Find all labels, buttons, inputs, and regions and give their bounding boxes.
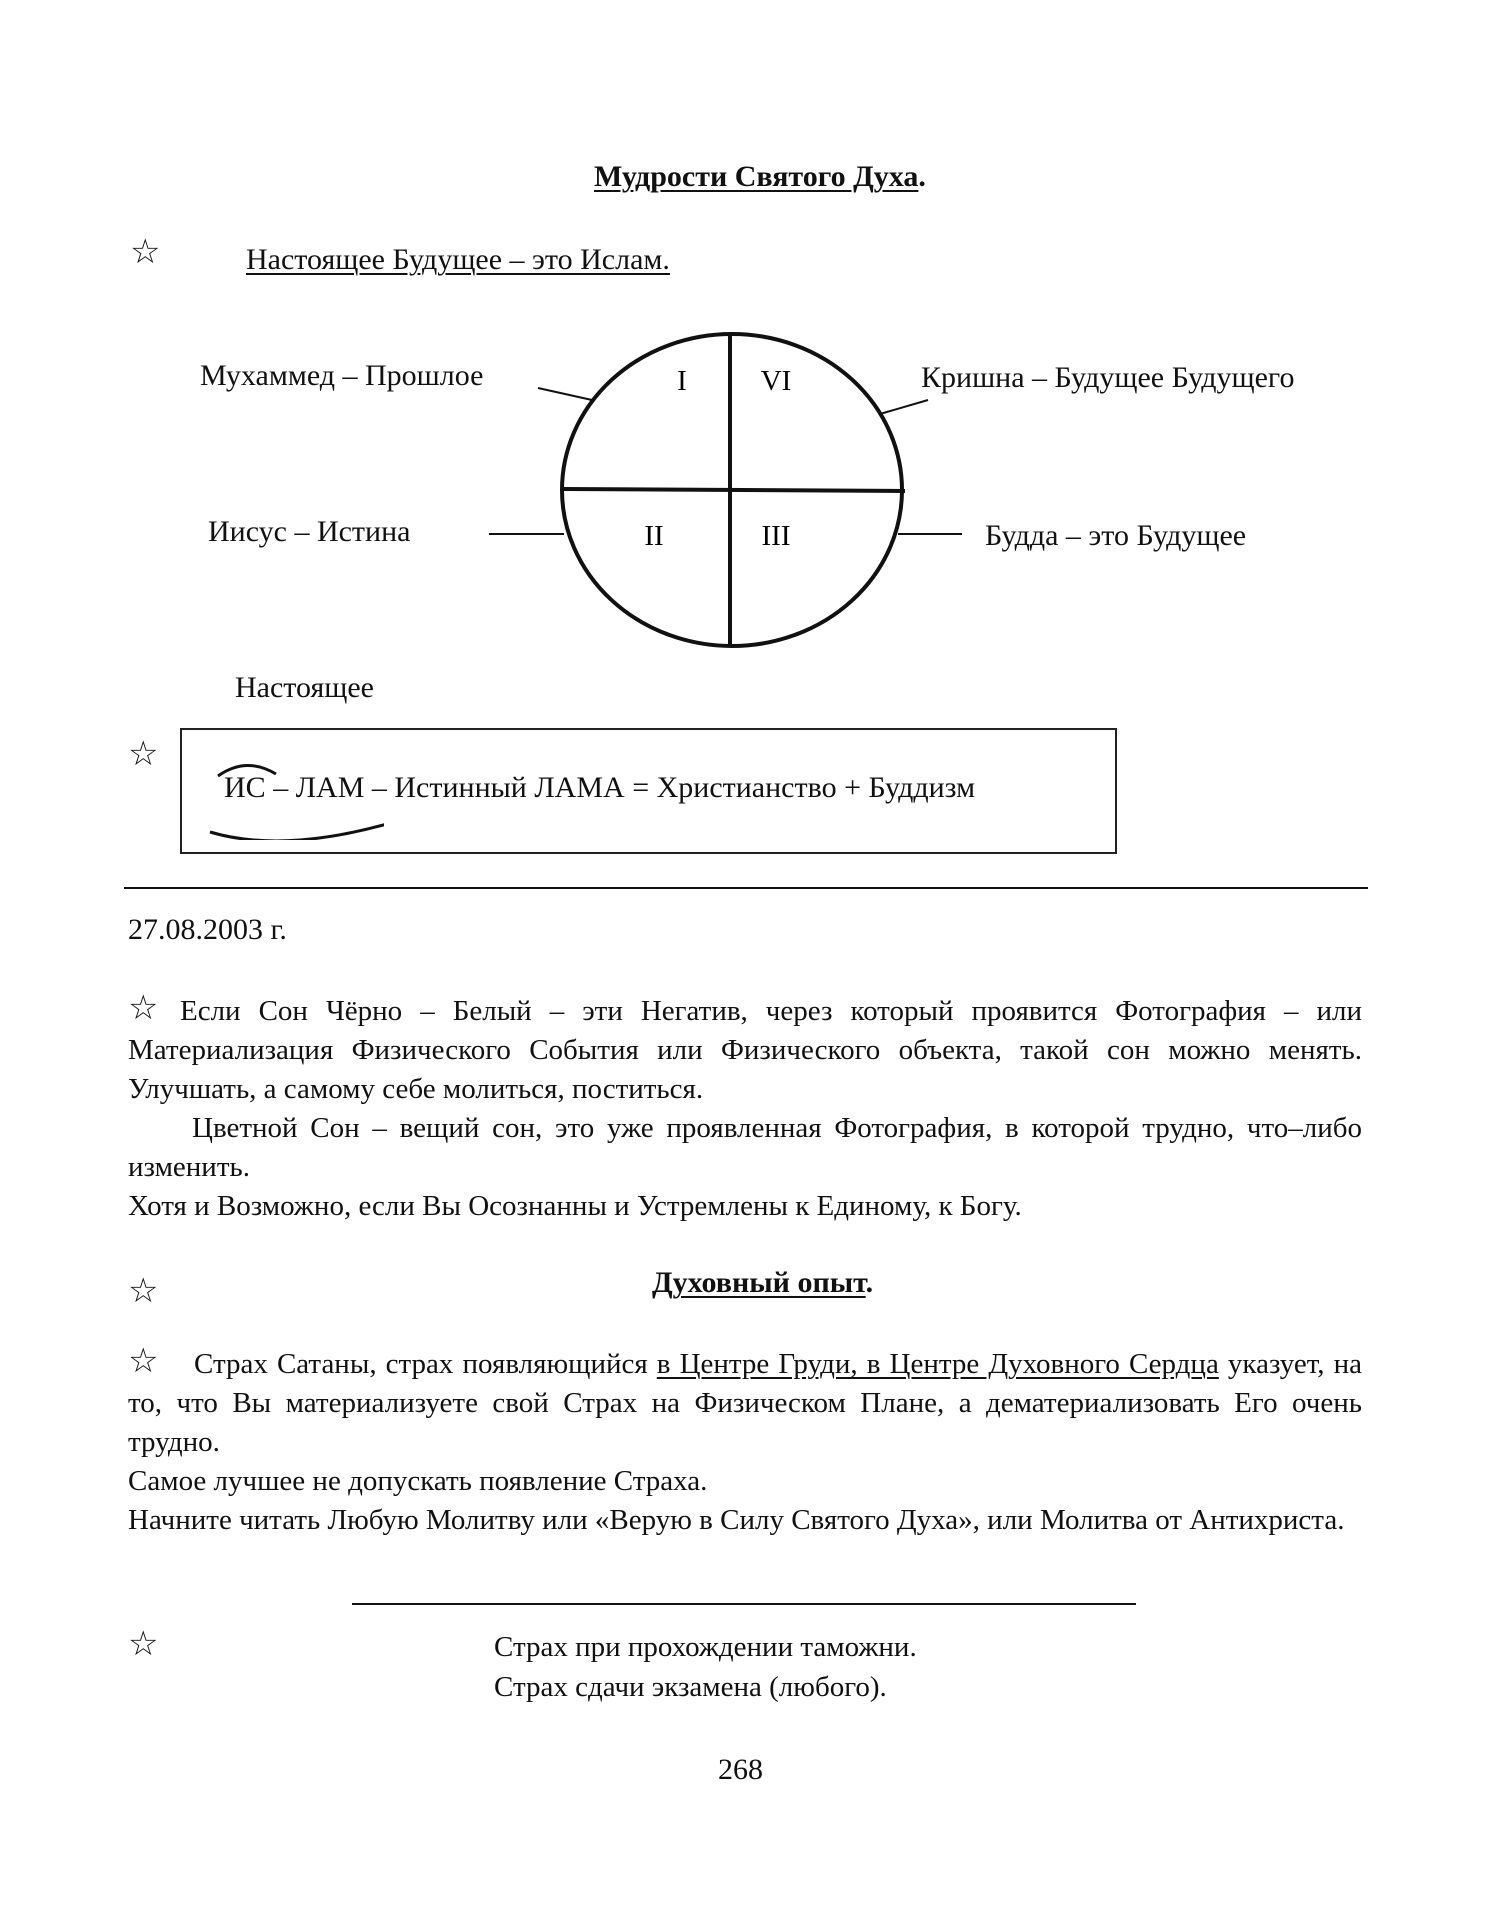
subtitle: Настоящее Будущее – это Ислам. (246, 243, 670, 276)
formula-rest: – ЛАМ – Истинный ЛАМА = Христианство + Буддизм (265, 771, 976, 804)
quadrant-label-4: III (761, 520, 791, 552)
section-2-p1-start: Страх Сатаны, страх появляющийся (194, 1348, 657, 1380)
connector-top-left (538, 388, 592, 400)
quadrant-label-2: VI (760, 365, 792, 397)
section-2-paragraph-1 (128, 1345, 1362, 1462)
section-2-paragraph-3: Начните читать Любую Молитву или «Верую в Силу Святого Духа», или Молитва от Антихриста. (128, 1504, 1345, 1536)
diagram-label-present: Настоящее (235, 671, 374, 704)
diagram-label-mid-left: Иисус – Истина (208, 515, 411, 548)
star-icon: ☆ (128, 1273, 159, 1310)
star-icon: ☆ (128, 1343, 159, 1380)
formula-box (180, 728, 1117, 854)
entry-paragraph-1: Если Сон Чёрно – Белый – эти Негатив, через который проявится Фотография – или Материализация Физического События или Физического объекта, такой сон можно менять. Улучшать, а самому себе молиться, поститься. (128, 995, 1362, 1105)
star-icon: ☆ (128, 736, 159, 773)
section-2-title-dot: . (865, 1266, 874, 1299)
entry-paragraph-2: Цветной Сон – вещий сон, это уже проявленная Фотография, в которой трудно, что–либо изменить. (128, 1112, 1362, 1183)
divider-line-short (352, 1603, 1136, 1605)
entry-body (128, 992, 1362, 1226)
quadrant-label-3: II (644, 520, 664, 552)
section-title-text: Мудрости Святого Духа (594, 160, 919, 193)
section-3-line-2: Страх сдачи экзамена (любого). (494, 1671, 887, 1703)
section-2-paragraph-2: Самое лучшее не допускать появление Страха. (128, 1465, 708, 1497)
section-2-title-text: Духовный опыт (652, 1266, 866, 1299)
formula-text (224, 768, 975, 808)
section-2-title (652, 1266, 873, 1300)
diagram-label-top-left: Мухаммед – Прошлое (200, 359, 484, 392)
section-2-p1-underlined: в Центре Груди, в Центре Духовного Сердца (656, 1348, 1219, 1380)
star-icon: ☆ (130, 234, 161, 271)
star-icon: ☆ (128, 990, 159, 1027)
diagram-label-mid-right: Будда – это Будущее (985, 519, 1247, 552)
section-2-body (128, 1345, 1362, 1540)
diagram-label-top-right: Кришна – Будущее Будущего (921, 361, 1295, 394)
entry-paragraph-3: Хотя и Возможно, если Вы Осознанны и Устремлены к Единому, к Богу. (128, 1190, 1022, 1222)
divider-line (124, 887, 1368, 889)
star-icon: ☆ (128, 1626, 159, 1663)
formula-is: ИС (224, 771, 266, 804)
section-title (594, 160, 926, 194)
section-3-line-1: Страх при прохождении таможни. (494, 1631, 917, 1663)
page-number: 268 (718, 1753, 763, 1786)
connector-top-right (880, 400, 928, 414)
section-title-dot: . (918, 160, 926, 193)
section-2-p1-end: указует, на то, что Вы материализуете свой Страх на Физическом Плане, а дематериализовать Его очень трудно. (128, 1348, 1362, 1458)
entry-date: 27.08.2003 г. (128, 913, 287, 946)
quadrant-label-1: I (677, 365, 687, 397)
diagram-horizontal-divider (564, 489, 905, 491)
